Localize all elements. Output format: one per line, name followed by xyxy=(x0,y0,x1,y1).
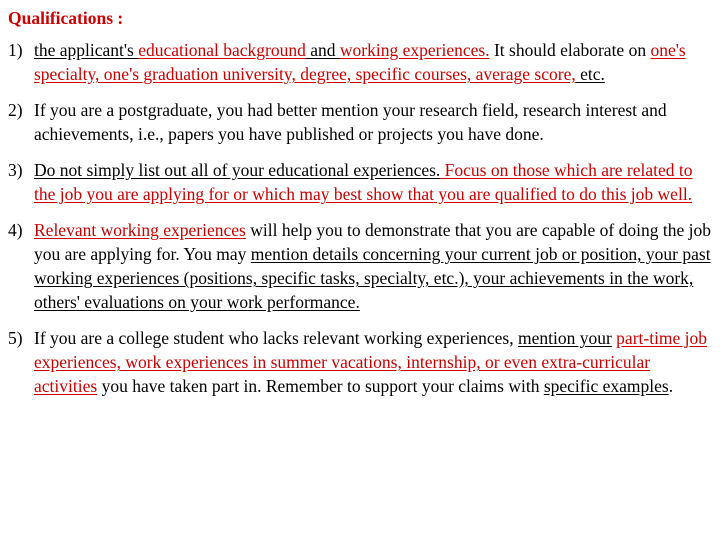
underlined-phrase: Do not simply list out all of your educational experiences. xyxy=(34,160,441,180)
list-item-text xyxy=(34,160,693,204)
underlined-phrase: mention details concerning your current job or position, your past working experiences (positions, specific tasks, specialty, etc.), your achievements in the work, others' evaluations on your work performance. xyxy=(34,244,711,312)
underlined-phrase: specific examples xyxy=(543,376,669,396)
list-item xyxy=(8,158,714,206)
highlighted-phrase: one's specialty, one's graduation university, degree, specific courses, average score, xyxy=(34,40,686,84)
document-page xyxy=(8,6,714,410)
underlined-phrase: mention your xyxy=(517,328,612,348)
list-item-text xyxy=(34,328,707,396)
highlighted-phrase: Focus on those which are related to the job you are applying for or which may best show that you are qualified to do this job well. xyxy=(34,160,693,204)
underlined-phrase: etc. xyxy=(575,64,605,84)
section-heading: Qualifications : xyxy=(8,8,124,28)
text-segment: If you are a postgraduate, you had better mention your research field, research interest and achievements, i.e., papers you have published or projects you have done. xyxy=(34,100,667,144)
list-item-number: 2) xyxy=(8,100,23,120)
list-item-number: 3) xyxy=(8,160,23,180)
list-item-number: 5) xyxy=(8,328,23,348)
list-item-number: 4) xyxy=(8,220,23,240)
list-item xyxy=(8,218,714,314)
underlined-phrase: and xyxy=(305,40,340,60)
highlighted-phrase: Relevant working experiences xyxy=(34,220,246,240)
text-segment: . xyxy=(668,376,674,396)
highlighted-phrase: educational background xyxy=(138,40,306,60)
list-item-text xyxy=(34,40,686,84)
list-item xyxy=(8,38,714,86)
qualifications-list xyxy=(8,38,714,398)
highlighted-phrase: part-time job experiences, work experiences in summer vacations, internship, or even extra-curricular activities xyxy=(34,328,708,396)
underlined-phrase: the applicant's xyxy=(34,40,139,60)
highlighted-phrase: working experiences. xyxy=(339,40,490,60)
text-segment: If you are a college student who lacks relevant working experiences, xyxy=(34,328,518,348)
text-segment: will help you to demonstrate that you are capable of doing the job you are applying for. You may xyxy=(34,220,711,264)
list-item xyxy=(8,326,714,398)
list-item-text xyxy=(34,220,711,312)
list-item xyxy=(8,98,714,146)
list-item-text xyxy=(34,100,667,144)
list-item-number: 1) xyxy=(8,40,23,60)
text-segment: you have taken part in. Remember to support your claims with xyxy=(97,376,544,396)
text-segment: It should elaborate on xyxy=(489,40,651,60)
